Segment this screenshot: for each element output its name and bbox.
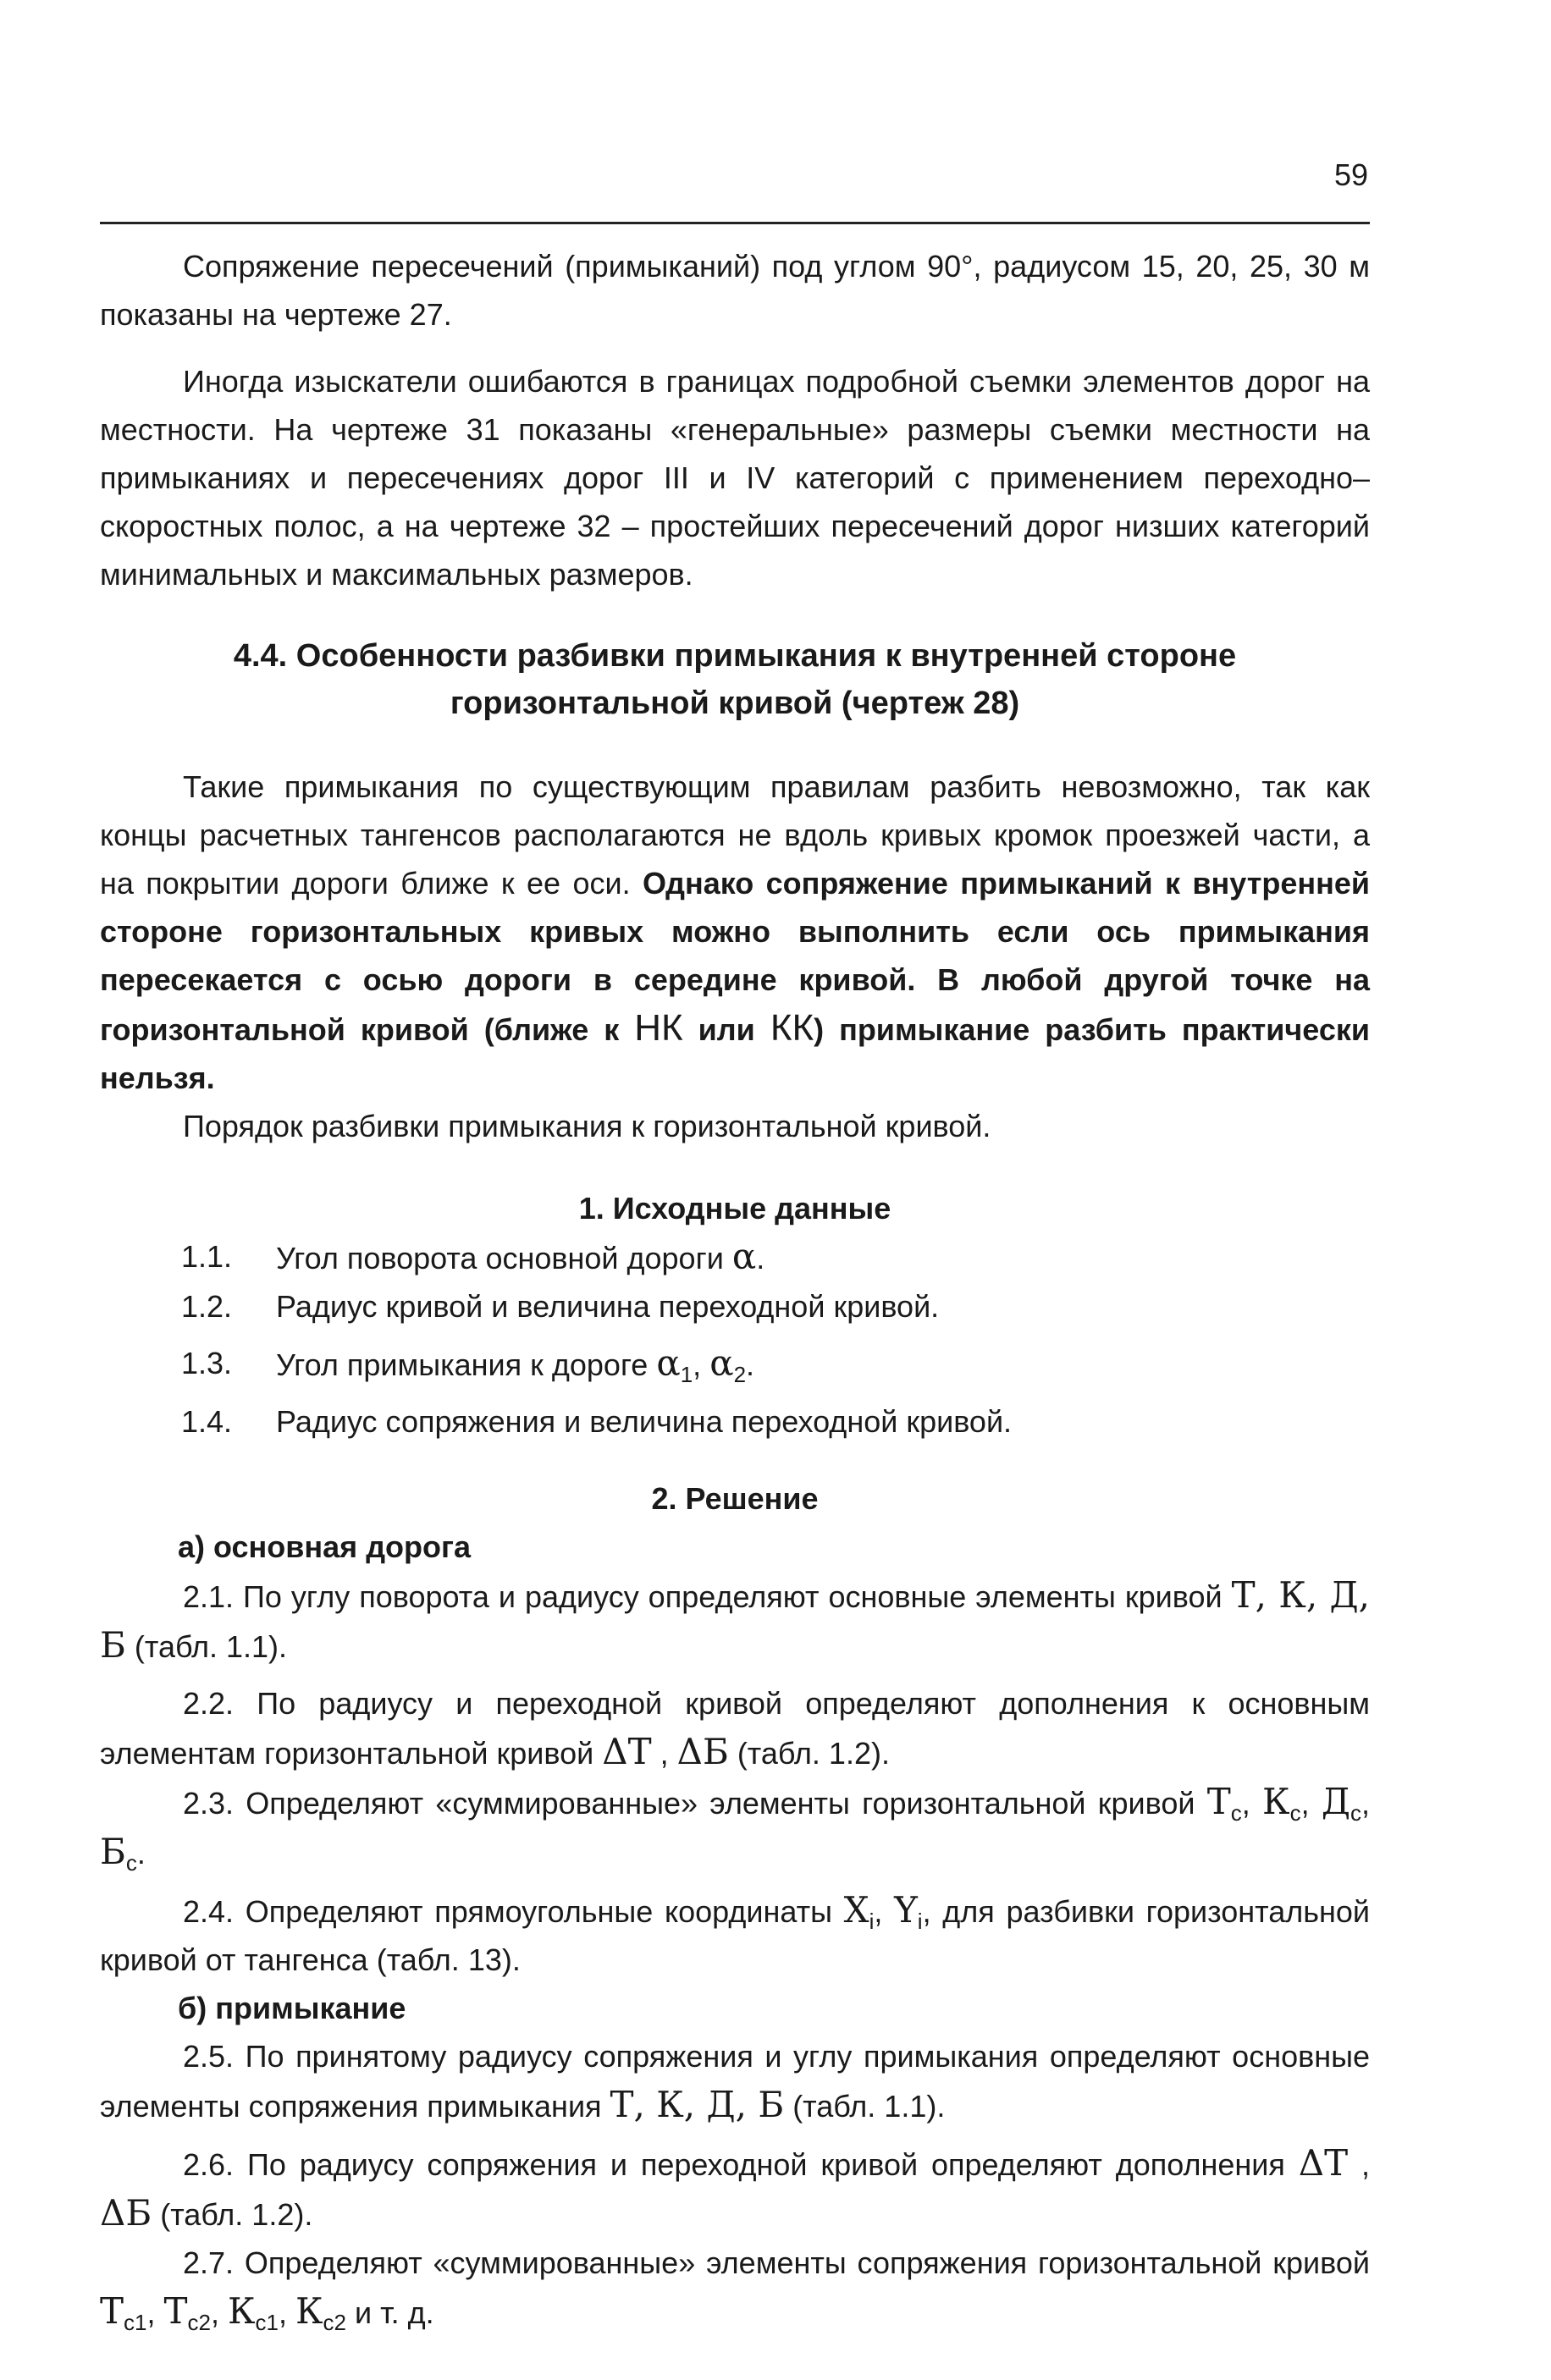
step-2-1 xyxy=(100,1571,1370,1671)
subscript: с2 xyxy=(187,2310,211,2335)
step-text: 2.5. По принятому радиусу сопряжения и углу примыкания определяют основные элементы сопряжения примыкания xyxy=(100,2039,1370,2124)
b-c-math: Б xyxy=(100,1831,126,1872)
separator: , xyxy=(1348,2147,1370,2182)
section-title-line-2: горизонтальной кривой (чертеж 28) xyxy=(450,686,1020,721)
t-c2-math: Т xyxy=(163,2290,188,2332)
k-c-math: К xyxy=(1262,1781,1290,1822)
step-tail: (табл. 1.1). xyxy=(784,2089,946,2124)
page-content xyxy=(100,242,1370,2337)
item-number: 1.2. xyxy=(181,1289,233,1324)
subscript: с2 xyxy=(323,2310,346,2335)
step-text: 2.7. Определяют «суммированные» элементы сопряжения горизонтальной кривой xyxy=(183,2245,1370,2280)
paragraph-3-bold-a: Однако сопряжение примыканий к внутренней стороне горизонтальных кривых можно выполнить если ось примыкания пересекается с осью дороги в середине кривой. В любой другой точке на горизонтальной кривой (ближе к xyxy=(100,866,1370,1047)
paragraph-4: Порядок разбивки примыкания к горизонтальной кривой. xyxy=(183,1109,991,1143)
label-main-road: а) основная дорога xyxy=(178,1529,472,1564)
y-i-math: Y xyxy=(894,1889,918,1931)
item-tail: . xyxy=(746,1347,755,1382)
x-i-math: X xyxy=(843,1889,869,1931)
paragraph-3-normal: Такие примыкания по существующим правилам разбить невозможно, так как концы расчетных тангенсов располагаются не вдоль кривых кромок проезжей части, а на покрытии дороги ближе к ее оси. xyxy=(100,769,1370,901)
step-text: 2.3. Определяют «суммированные» элементы горизонтальной кривой xyxy=(183,1786,1207,1821)
junction-elements-math: Т, К, Д, Б xyxy=(610,2084,785,2125)
subscript: с xyxy=(1230,1800,1242,1826)
list-item xyxy=(100,1339,1370,1389)
t-c-math: Т xyxy=(1206,1781,1231,1822)
list-item xyxy=(100,1232,1370,1282)
page-number: 59 xyxy=(1333,157,1368,192)
item-text: Радиус кривой и величина переходной кривой. xyxy=(276,1289,940,1324)
kk-abbrev: КК xyxy=(770,1007,814,1049)
label-junction: б) примыкание xyxy=(178,1991,406,2025)
step-text: 2.2. По радиусу и переходной кривой определяют дополнения к основным элементам горизонтальной кривой xyxy=(100,1686,1370,1771)
step-text: 2.4. Определяют прямоугольные координаты xyxy=(183,1894,844,1929)
step-tail: (табл. 1.2). xyxy=(728,1736,890,1771)
list-item xyxy=(100,1282,1370,1330)
d-c-math: Д xyxy=(1321,1781,1350,1822)
item-text xyxy=(276,1232,764,1282)
item-text xyxy=(276,1339,754,1389)
subscript: с1 xyxy=(255,2310,279,2335)
delta-b-math: ΔБ xyxy=(676,1731,729,1772)
delta-t-math: ΔТ xyxy=(1298,2142,1349,2184)
item-text-part: Угол поворота основной дороги xyxy=(276,1241,732,1275)
step-tail: (табл. 1.1). xyxy=(125,1629,288,1664)
subscript: с1 xyxy=(124,2310,147,2335)
item-text-part: Угол примыкания к дороге xyxy=(276,1347,657,1382)
step-tail: (табл. 1.2). xyxy=(152,2197,313,2232)
solution-title: 2. Решение xyxy=(651,1481,819,1516)
step-2-7: 2.7. Определяют «суммированные» элементы сопряжения горизонтальной кривой $Т_{с1}$, $Т_{с2}$, $К_{с1}$, $К_{с2}$ и т. д. xyxy=(100,2245,1370,2335)
list-item xyxy=(100,1397,1370,1446)
k-c1-math: К xyxy=(228,2290,256,2332)
delta-b-math: ΔБ xyxy=(100,2192,152,2234)
nk-abbrev: НК xyxy=(634,1007,683,1049)
paragraph-3-bold-b: или xyxy=(682,1012,770,1047)
subscript: 2 xyxy=(733,1362,747,1387)
paragraph-3 xyxy=(100,763,1370,1102)
subscript: с xyxy=(125,1850,137,1876)
subscript: i xyxy=(869,1909,875,1934)
step-2-4: 2.4. Определяют прямоугольные координаты $X_i$, $Y_i$, для разбивки горизонтальной кривой от тангенса (табл. 13). xyxy=(100,1889,1370,1977)
step-text: 2.1. По углу поворота и радиусу определяют основные элементы кривой xyxy=(183,1579,1232,1614)
delta-t-math: ΔТ xyxy=(602,1731,652,1772)
paragraph-2: Иногда изыскатели ошибаются в границах подробной съемки элементов дорог на местности. На чертеже 31 показаны «генеральные» размеры съемки местности на примыканиях и пересечениях дорог III и IV категорий с применением переходно–скоростных полос, а на чертеже 32 – простейших пересечений дорог низших категорий минимальных и максимальных размеров. xyxy=(100,364,1370,592)
section-title-line-1: 4.4. Особенности разбивки примыкания к внутренней стороне xyxy=(233,638,1237,674)
k-c2-math: К xyxy=(295,2290,323,2332)
separator: , xyxy=(693,1347,710,1382)
item-tail: . xyxy=(756,1241,765,1275)
curve-elements-math: Т, К, Д, Б xyxy=(100,1574,1370,1666)
subscript: с xyxy=(1289,1800,1301,1826)
alpha-1-symbol: α xyxy=(656,1342,681,1384)
paragraph-3-bold-c: ) примыкание разбить практически нельзя. xyxy=(100,1012,1370,1095)
step-tail: , для разбивки горизонтальной кривой от тангенса (табл. 13). xyxy=(100,1894,1370,1977)
step-text: 2.6. По радиусу сопряжения и переходной кривой определяют дополнения xyxy=(183,2147,1299,2182)
paragraph-1: Сопряжение пересечений (примыканий) под углом 90°, радиусом 15, 20, 25, 30 м показаны на чертеже 27. xyxy=(100,249,1370,332)
t-c1-math: Т xyxy=(100,2290,124,2332)
item-text: Радиус сопряжения и величина переходной кривой. xyxy=(276,1404,1013,1439)
step-2-6 xyxy=(100,2139,1370,2239)
section-title xyxy=(100,632,1370,727)
alpha-symbol: α xyxy=(731,1236,757,1277)
step-2-2 xyxy=(100,1679,1370,1777)
alpha-2-symbol: α xyxy=(709,1342,734,1384)
header-rule xyxy=(100,222,1370,224)
subscript: с xyxy=(1350,1800,1361,1826)
subscript: 1 xyxy=(680,1362,693,1387)
item-number: 1.3. xyxy=(181,1346,233,1380)
step-tail: и т. д. xyxy=(345,2295,434,2330)
step-2-5 xyxy=(100,2032,1370,2130)
item-number: 1.4. xyxy=(181,1404,233,1439)
input-data-title: 1. Исходные данные xyxy=(578,1191,891,1226)
step-2-3: 2.3. Определяют «суммированные» элементы горизонтальной кривой $Т_с$, $К_с$, $Д_с$, $Б_с$. xyxy=(100,1781,1370,1876)
subscript: i xyxy=(917,1909,923,1934)
separator: , xyxy=(651,1736,677,1771)
item-number: 1.1. xyxy=(181,1239,233,1274)
